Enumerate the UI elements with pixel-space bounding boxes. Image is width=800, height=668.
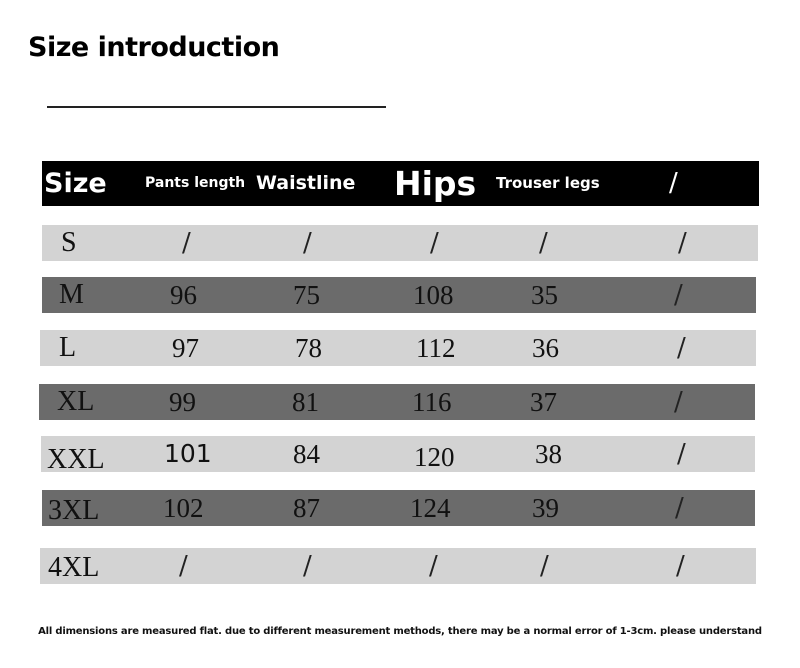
header-pants-length: Pants length	[145, 175, 246, 191]
waistline-value: 78	[295, 333, 322, 363]
size-label: 4XL	[48, 552, 100, 583]
hips-value: 124	[410, 493, 451, 523]
table-row	[39, 384, 755, 420]
trouser-legs-value: 35	[531, 280, 558, 310]
trouser-legs-value: 38	[535, 439, 562, 469]
table-header-row	[42, 161, 759, 206]
waistline-value: 84	[293, 439, 320, 469]
header-extra: /	[669, 168, 678, 198]
pants-length-value: 96	[170, 280, 197, 310]
header-size: Size	[44, 168, 107, 199]
trouser-legs-value: 37	[530, 387, 557, 417]
extra-value: /	[675, 493, 684, 523]
hips-value: 108	[413, 280, 454, 310]
waistline-value: /	[303, 551, 312, 581]
extra-value: /	[674, 280, 683, 310]
waistline-value: 75	[293, 280, 320, 310]
trouser-legs-value: /	[540, 551, 549, 581]
page-title: Size introduction	[28, 32, 280, 63]
measurement-footnote: All dimensions are measured flat. due to different measurement methods, there may be a normal error of 1-3cm. please understand	[38, 626, 762, 637]
table-row	[41, 436, 755, 475]
table-row	[42, 225, 758, 261]
extra-value: /	[676, 551, 685, 581]
trouser-legs-value: 36	[532, 333, 559, 363]
size-label: L	[59, 332, 77, 363]
hips-value: /	[429, 551, 438, 581]
pants-length-value: 97	[172, 333, 199, 363]
trouser-legs-value: /	[539, 228, 548, 258]
header-trouser-legs: Trouser legs	[496, 174, 600, 192]
extra-value: /	[677, 439, 686, 469]
table-row	[42, 277, 756, 313]
size-label: S	[61, 227, 77, 258]
size-label: M	[59, 279, 84, 310]
extra-value: /	[677, 333, 686, 363]
pants-length-value: 102	[163, 493, 204, 523]
table-row	[42, 490, 755, 526]
hips-value: 112	[416, 333, 456, 363]
size-label: XXL	[47, 444, 105, 475]
pants-length-value: 101	[164, 439, 212, 468]
size-label: 3XL	[48, 495, 100, 526]
hips-value: 116	[412, 387, 452, 417]
table-row	[40, 330, 756, 366]
header-hips: Hips	[394, 164, 477, 203]
extra-value: /	[678, 228, 687, 258]
waistline-value: 87	[293, 493, 320, 523]
size-label: XL	[57, 386, 95, 417]
pants-length-value: /	[182, 228, 191, 258]
extra-value: /	[674, 387, 683, 417]
pants-length-value: /	[179, 551, 188, 581]
header-waistline: Waistline	[256, 172, 356, 194]
table-row	[40, 548, 756, 584]
waistline-value: /	[303, 228, 312, 258]
trouser-legs-value: 39	[532, 493, 559, 523]
pants-length-value: 99	[169, 387, 196, 417]
hips-value: 120	[414, 442, 455, 472]
title-underline	[47, 106, 386, 108]
waistline-value: 81	[292, 387, 319, 417]
hips-value: /	[430, 228, 439, 258]
